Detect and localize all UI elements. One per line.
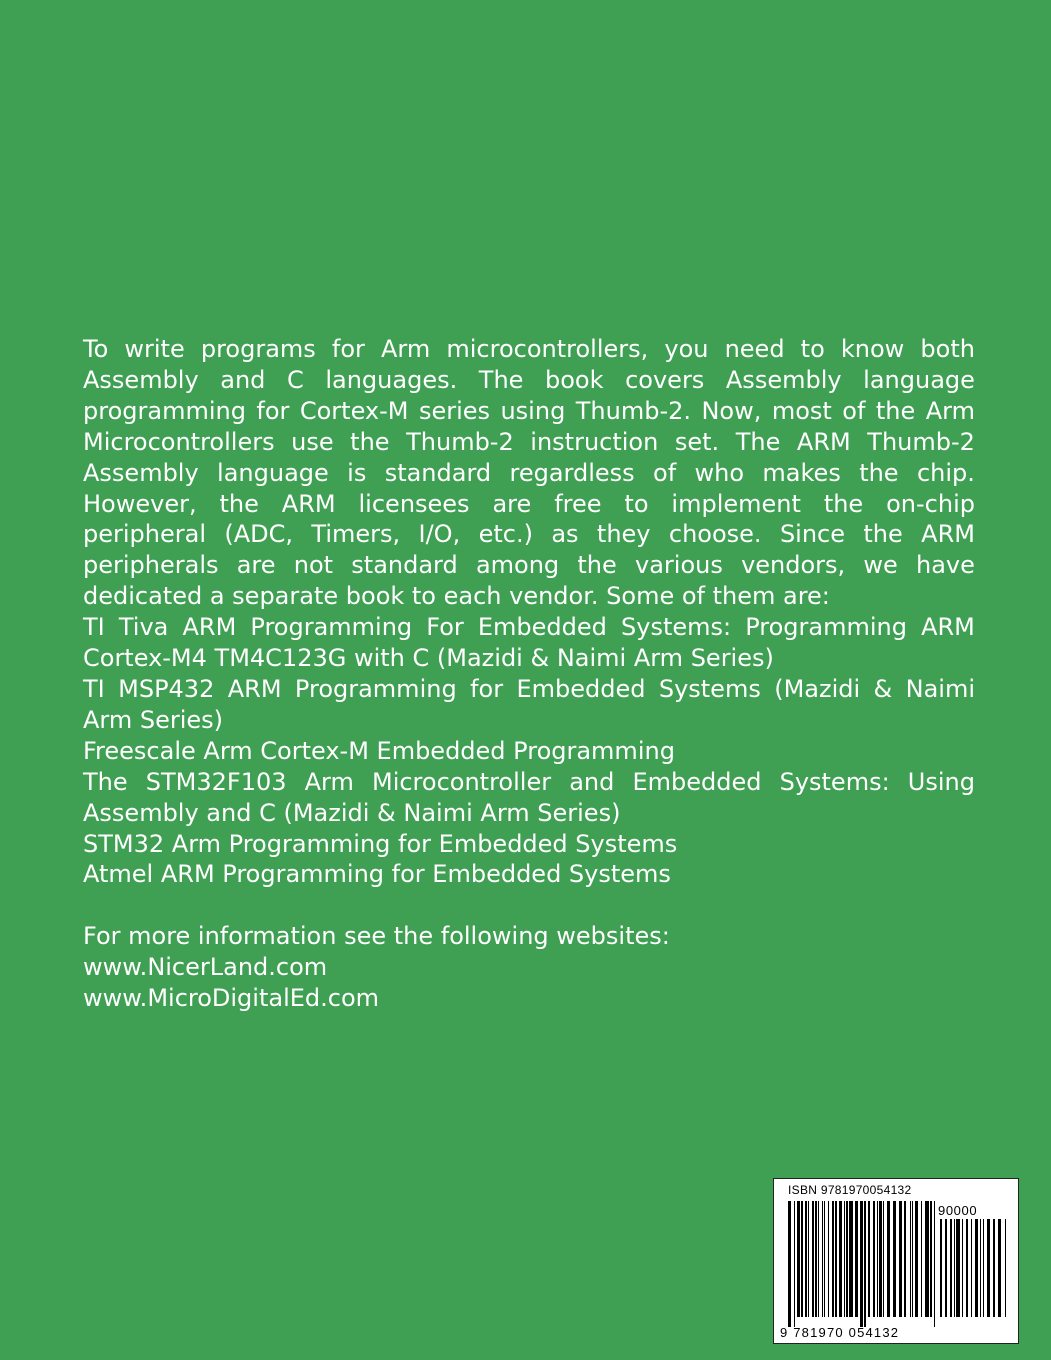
word: to [800, 335, 825, 363]
isbn-digits: 9 781970 054132 [780, 1325, 900, 1340]
word: among [475, 551, 560, 580]
word: the [875, 396, 916, 425]
word: the [219, 489, 259, 518]
word: makes [762, 458, 841, 487]
word: Arm [304, 767, 354, 796]
word: Assembly [83, 365, 199, 394]
word: STM32F103 [145, 767, 287, 796]
word: Thumb-2 [867, 427, 975, 456]
word: and [569, 767, 615, 796]
word: Thumb-2 [406, 427, 514, 456]
book-item [83, 767, 975, 829]
word: instruction [530, 427, 659, 456]
word: languages. [325, 365, 458, 394]
word: TI [83, 674, 105, 703]
word: For [426, 613, 464, 642]
word: Programming [250, 613, 413, 642]
word: are [492, 489, 532, 518]
word: for [256, 396, 290, 425]
word: Programming [294, 674, 457, 703]
word: ARM [796, 427, 851, 456]
paragraph-line [83, 365, 975, 396]
book-title-line [83, 674, 975, 705]
paragraph-line [83, 458, 975, 489]
word: standard [351, 551, 458, 580]
word: Programming [745, 613, 907, 642]
word: C [287, 365, 304, 394]
word: licensees [358, 489, 470, 518]
word: implement [671, 489, 801, 518]
word: set. [674, 427, 720, 456]
book-item [83, 612, 975, 674]
word: ARM [921, 520, 975, 549]
book-title-line: Cortex-M4 TM4C123G with C (Mazidi & Naimi Arm Series) [83, 644, 774, 673]
word: both [920, 335, 975, 363]
word: the [863, 520, 903, 549]
word: Timers, [311, 520, 401, 549]
back-cover-blurb [83, 334, 975, 1014]
word: To [83, 335, 109, 363]
book-title-line: Freescale Arm Cortex-M Embedded Programming [83, 736, 675, 765]
word: covers [625, 365, 705, 394]
word: Since [779, 520, 846, 549]
word: various [635, 551, 723, 580]
addon-barcode-bars-icon [940, 1219, 1006, 1327]
paragraph-line [83, 427, 975, 458]
word: peripheral [83, 520, 206, 549]
book-title-line: Arm Series) [83, 705, 224, 734]
word: are [236, 551, 276, 580]
word: they [596, 520, 651, 549]
isbn-barcode [773, 1178, 1019, 1344]
word: programs [200, 335, 316, 363]
word: Arm [381, 335, 431, 363]
word: Microcontroller [371, 767, 552, 796]
word: The [735, 427, 781, 456]
word: who [694, 458, 745, 487]
word: Embedded [632, 767, 762, 796]
word: Now, [701, 396, 762, 425]
word: (Mazidi [774, 674, 861, 703]
website-link[interactable]: www.NicerLand.com [83, 953, 328, 982]
word: the [823, 489, 864, 518]
word: Assembly [725, 365, 842, 394]
website-link[interactable]: www.MicroDigitalEd.com [83, 984, 380, 1013]
word: ARM [182, 613, 237, 642]
word: Thumb-2. [575, 396, 692, 425]
word: Naimi [905, 674, 975, 703]
book-title-line [83, 767, 975, 798]
word: Embedded [516, 674, 646, 703]
word: However, [83, 489, 197, 518]
book-item [83, 859, 975, 890]
word: & [873, 674, 893, 703]
word: for [331, 335, 365, 363]
word: choose. [668, 520, 762, 549]
word: Tiva [118, 613, 169, 642]
word: on-chip [886, 489, 975, 518]
barcode-bars-icon [788, 1201, 936, 1327]
word: standard [384, 458, 492, 487]
word: to [624, 489, 649, 518]
word: as [551, 520, 579, 549]
paragraph-line [83, 396, 975, 427]
word: microcontrollers, [446, 335, 649, 363]
section-spacer [83, 890, 975, 921]
word: (ADC, [224, 520, 294, 549]
word: have [916, 551, 975, 580]
book-item [83, 674, 975, 736]
word: Arm [925, 396, 975, 425]
word: programming [83, 396, 246, 425]
word: ARM [921, 613, 975, 642]
word: need [724, 335, 785, 363]
word: language [217, 458, 329, 487]
word: peripherals [83, 551, 219, 580]
book-title-line: Assembly and C (Mazidi & Naimi Arm Series) [83, 798, 621, 827]
description-paragraph [83, 334, 975, 612]
word: write [124, 335, 185, 363]
word: most [771, 396, 832, 425]
book-title-line [83, 612, 975, 643]
word: Systems: [779, 767, 890, 796]
paragraph-line [83, 550, 975, 581]
word: Microcontrollers [83, 427, 275, 456]
book-item [83, 829, 975, 860]
word: series [418, 396, 491, 425]
more-info-text: For more information see the following websites: [83, 922, 670, 951]
word: we [863, 551, 898, 580]
price-code: 90000 [938, 1203, 978, 1218]
word: Embedded [477, 613, 607, 642]
book-list [83, 612, 975, 890]
word: Systems: [621, 613, 732, 642]
word: ARM [227, 674, 282, 703]
word: ARM [281, 489, 336, 518]
word: The [478, 365, 524, 394]
word: not [293, 551, 334, 580]
book-title-line: Atmel ARM Programming for Embedded Systems [83, 860, 671, 889]
word: chip. [916, 458, 975, 487]
word: for [470, 674, 504, 703]
word: MSP432 [118, 674, 215, 703]
book-title-line: STM32 Arm Programming for Embedded Systems [83, 829, 678, 858]
word: use [291, 427, 334, 456]
word: I/O, [418, 520, 461, 549]
word: using [500, 396, 566, 425]
paragraph-line [83, 519, 975, 550]
isbn-label: ISBN 9781970054132 [788, 1183, 912, 1197]
word: the [350, 427, 390, 456]
word: Using [907, 767, 975, 796]
word: regardless [509, 458, 635, 487]
word: language [863, 365, 975, 394]
word: the [859, 458, 899, 487]
word: of [653, 458, 677, 487]
word: Systems [658, 674, 761, 703]
paragraph-line [83, 489, 975, 520]
word: of [842, 396, 866, 425]
word: Assembly [83, 458, 199, 487]
word: book [545, 365, 604, 394]
paragraph-line [83, 334, 975, 365]
paragraph-line: dedicated a separate book to each vendor. Some of them are: [83, 582, 830, 611]
word: etc.) [478, 520, 533, 549]
word: you [664, 335, 709, 363]
word: is [347, 458, 367, 487]
word: free [554, 489, 602, 518]
word: know [840, 335, 905, 363]
word: TI [83, 613, 105, 642]
word: Cortex-M [299, 396, 409, 425]
word: the [577, 551, 617, 580]
word: and [220, 365, 266, 394]
book-item [83, 736, 975, 767]
word: vendors, [741, 551, 846, 580]
word: The [83, 767, 128, 796]
